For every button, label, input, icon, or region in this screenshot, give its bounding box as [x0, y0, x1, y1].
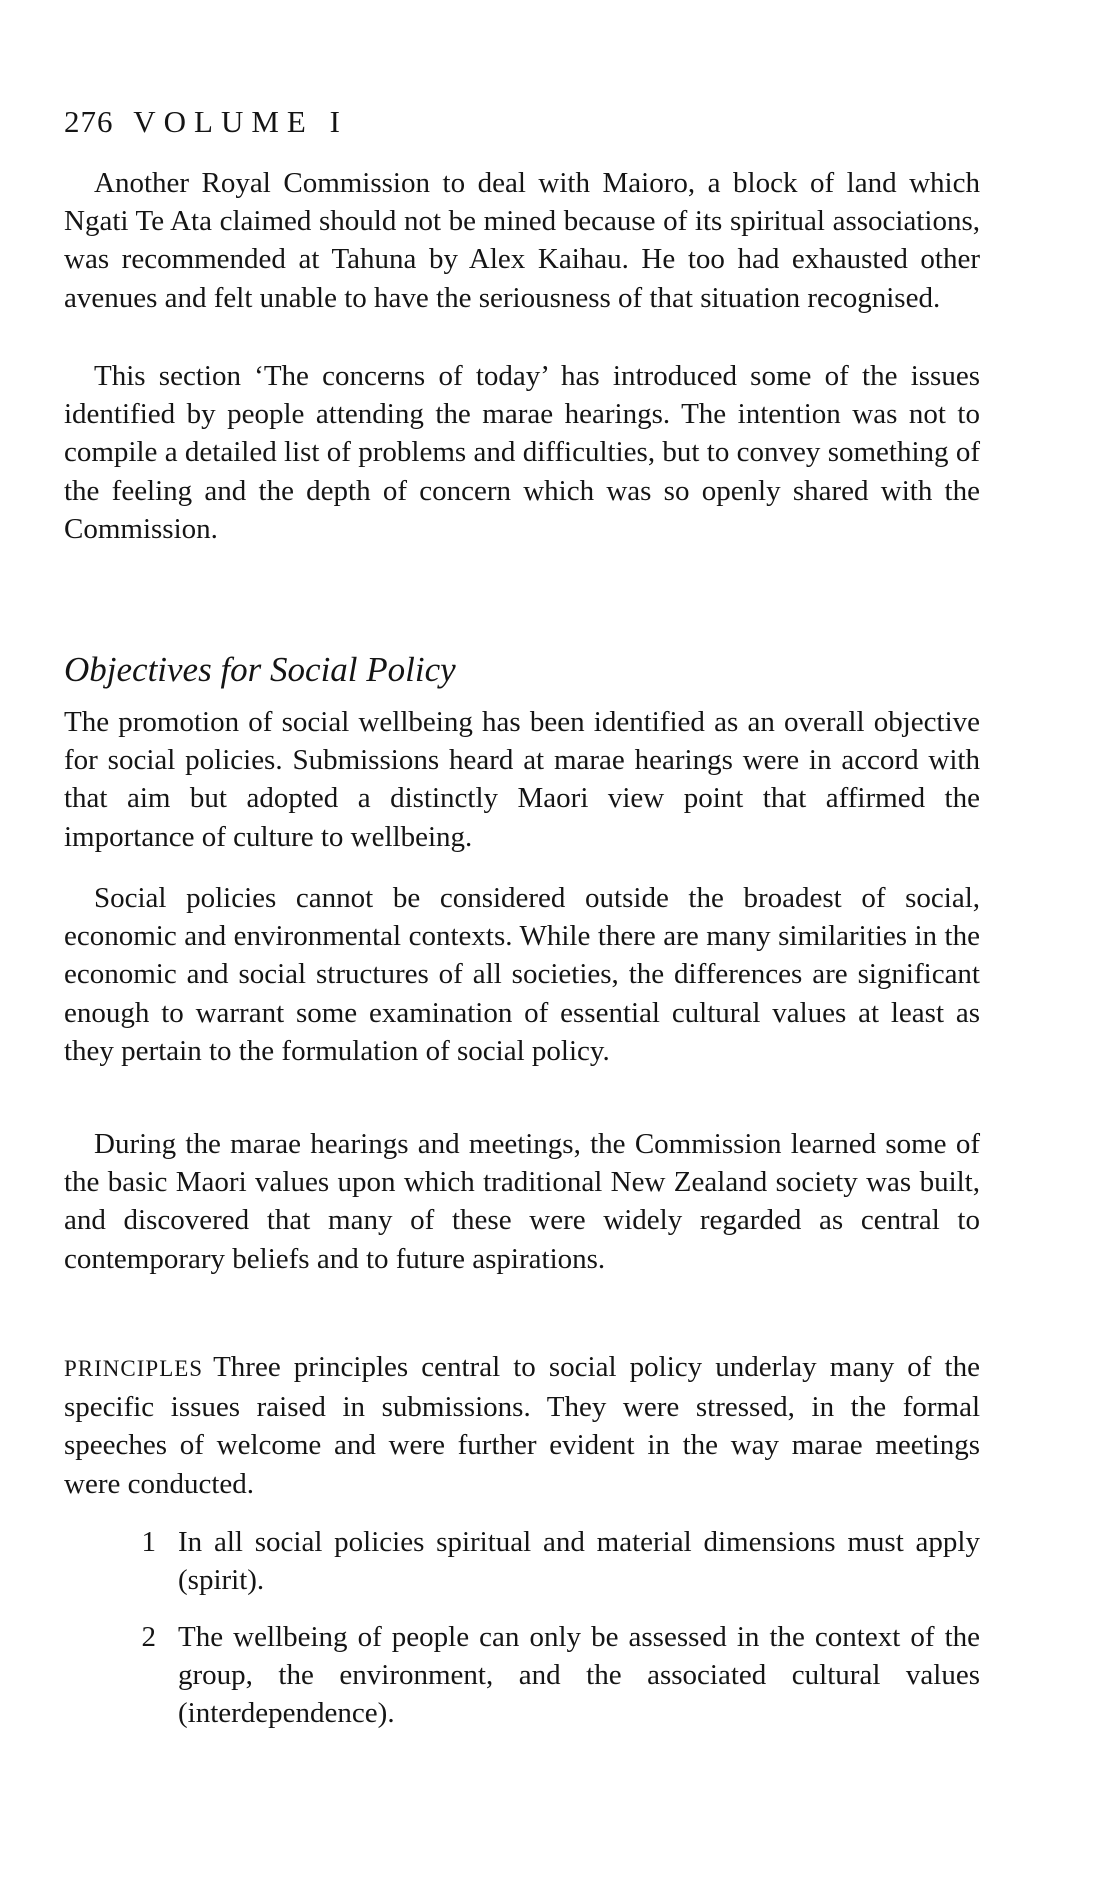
paragraph-social-policies: Social policies cannot be considered outside the broadest of social, economic and environmental contexts. While there are many similarities in the economic and social structures of all societies, the differences are significant enough to warrant some examination of essential cultural values at least as they pertain to the formulation of social policy.: [64, 882, 980, 1067]
paragraph-principles: [64, 1348, 980, 1503]
paragraph-maioro: Another Royal Commission to deal with Maioro, a block of land which Ngati Te Ata claimed should not be mined because of its spiritual associations, was recommended at Tahuna by Alex Kaihau. He too had exhausted other avenues and felt unable to have the seriousness of that situation recognised.: [64, 167, 980, 314]
principles-text: Three principles central to social policy underlay many of the specific issues raised in submissions. They were stressed, in the formal speeches of welcome and were further evident in the way marae meetings were conducted.: [64, 1351, 980, 1500]
list-item-text: In all social policies spiritual and material dimensions must apply (spirit).: [178, 1526, 980, 1597]
list-item-number: 1: [141, 1526, 156, 1558]
page-number: 276: [64, 104, 114, 139]
principles-label: PRINCIPLES: [64, 1356, 204, 1381]
paragraph-social-wellbeing: The promotion of social wellbeing has been identified as an overall objective for social policies. Submissions heard at marae hearings were in accord with that aim but adopted a distinctly Maori view point that affirmed the importance of culture to wellbeing.: [64, 706, 980, 853]
list-item-number: 2: [141, 1621, 156, 1653]
paragraph-concerns-summary: This section ‘The concerns of today’ has introduced some of the issues identified by people attending the marae hearings. The intention was not to compile a detailed list of problems and difficulties, but to convey something of the feeling and the depth of concern which was so openly shared with the Commission.: [64, 360, 980, 545]
page-header: [64, 104, 348, 140]
volume-label: VOLUME I: [133, 104, 348, 139]
paragraph-marae-hearings: During the marae hearings and meetings, the Commission learned some of the basic Maori values upon which traditional New Zealand society was built, and discovered that many of these were widely regarded as central to contemporary beliefs and to future aspirations.: [64, 1128, 980, 1275]
section-heading: Objectives for Social Policy: [64, 650, 456, 689]
list-item-text: The wellbeing of people can only be assessed in the context of the group, the environment, and the associated cultural values (interdependence).: [178, 1621, 980, 1730]
list-item: [64, 1618, 980, 1733]
list-item: [64, 1523, 980, 1599]
